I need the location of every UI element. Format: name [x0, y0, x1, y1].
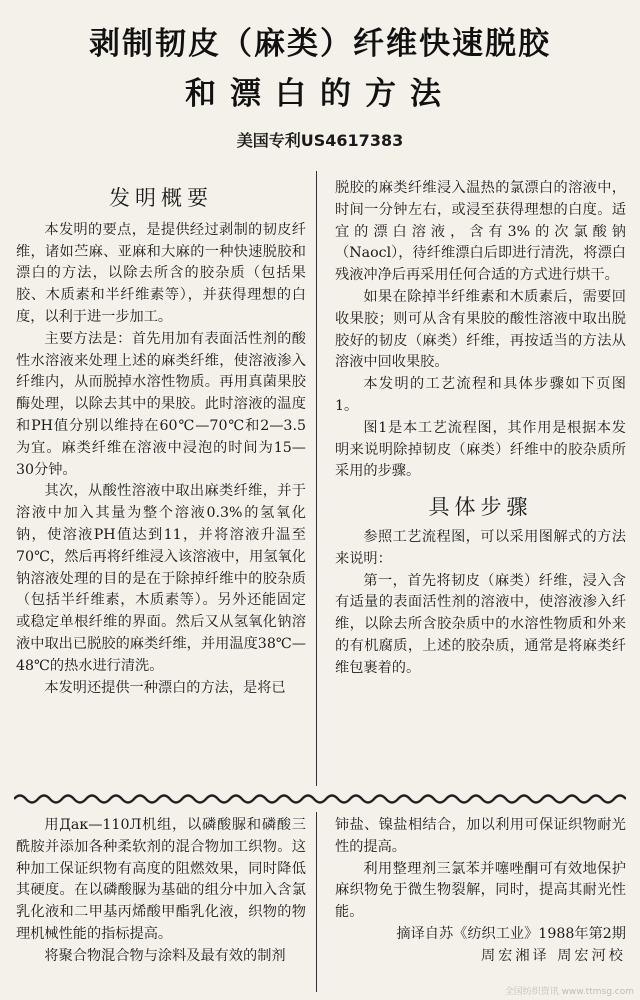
- paragraph: 脱胶的麻类纤维浸入温热的氯漂白的溶液中，时间一分钟左右，或浸至获得理想的白度。适宜的漂白溶液，含有3%的次氯酸钠（Naocl），待纤维漂白后即进行清洗，将漂白残液冲净后再采用任何合适的方式进行烘干。: [335, 180, 626, 284]
- paragraph: 图1是本工艺流程图，其作用是根据本发明来说明除掉韧皮（麻类）纤维中的胶杂质所采用的步骤。: [335, 419, 626, 480]
- paragraph: 铈盐、镍盐相结合，加以利用可保证织物耐光性的提高。: [335, 817, 626, 855]
- column-right-upper: [335, 178, 626, 680]
- paragraph: 将聚合物混合物与涂料及最有效的制剂: [44, 947, 286, 964]
- article-title-line1: 剥制韧皮（麻类）纤维快速脱胶: [89, 26, 551, 62]
- paragraph: 其次，从酸性溶液中取出麻类纤维，并于溶液中加入其量为整个溶液0.3%的氢氧化钠，使溶液PH值达到11，并将溶液升温至70℃，然后再将纤维浸入该溶液中，用氢氧化钠溶液处理的目的是在于除掉纤维中的胶杂质（包括半纤维素，木质素等）。另外还能固定或稳定单根纤维的界面。然后又从氢氧化钠溶液中取出已脱胶的麻类纤维，并用温度38℃—48℃的热水进行清洗。: [16, 483, 306, 674]
- paragraph: 本发明的工艺流程和具体步骤如下页图1。: [335, 376, 626, 414]
- paragraph: 本发明还提供一种漂白的方法，是将已: [44, 679, 286, 696]
- watermark: 全国纺织资讯 www.ttmsg.com: [504, 987, 634, 997]
- paragraph: 本发明的要点，是提供经过剥制的韧皮纤维，诸如苎麻、亚麻和大麻的一种快速脱胶和漂白的方法，以除去所含的胶杂质（包括果胶、木质素和半纤维素等），并获得理想的白度，以利于进一步加工。: [16, 221, 306, 325]
- column-divider: [316, 171, 317, 786]
- column-divider-lower: [316, 812, 317, 992]
- source-citation: 摘译自苏《纺织工业》1988年第2期: [396, 925, 626, 942]
- column-right-lower: [335, 815, 626, 968]
- article-title-line2: 和漂白的方法: [185, 76, 455, 112]
- steps-heading: 具体步骤: [428, 495, 533, 520]
- summary-heading: 发明概要: [109, 186, 213, 210]
- column-left-upper: [16, 182, 306, 699]
- paragraph: 第一，首先将韧皮（麻类）纤维，浸入含有适量的表面活性剂的溶液中，使溶液渗入纤维，以除去所含胶杂质中的水溶性物质和外来的有机腐质，上述的胶杂质，通常是将麻类纤维包裹着的。: [335, 572, 626, 676]
- translator-credit: 周宏湘译 周宏河校: [480, 947, 626, 964]
- wavy-separator: [14, 792, 626, 806]
- paragraph: 主要方法是：首先用加有表面活性剂的酸性水溶液来处理上述的麻类纤维，使溶液渗入纤维内，从而脱掉水溶性物质。再用真菌果胶酶处理，以除去其中的果胶。此时溶液的温度和PH值分别以维持在60℃—70℃和2—3.5为宜。麻类纤维在溶液中浸泡的时间为15—30分钟。: [16, 330, 306, 478]
- paragraph: 利用整理剂三氯苯并噻唑酮可有效地保护麻织物免于微生物裂解，同时，提高其耐光性能。: [335, 860, 626, 921]
- column-left-lower: [16, 815, 306, 968]
- paragraph: 如果在除掉半纤维素和木质素后，需要回收果胶；则可从含有果胶的酸性溶液中取出脱胶好的韧皮（麻类）纤维，再按适当的方法从溶液中回收果胶。: [335, 288, 626, 371]
- paragraph: 参照工艺流程图，可以采用图解式的方法来说明：: [335, 528, 626, 567]
- paragraph: 用Дак—110Л机组，以磷酸脲和磷酸三酰胺并添加各种柔软剂的混合物加工织物。这种加工保证织物有高度的阻燃效果，同时降低其硬度。在以磷酸脲为基础的组分中加入含氯乳化液和二甲基丙烯酸甲酯乳化液，织物的物理机械性能的指标提高。: [16, 817, 306, 942]
- patent-number: 美国专利US4617383: [236, 131, 404, 150]
